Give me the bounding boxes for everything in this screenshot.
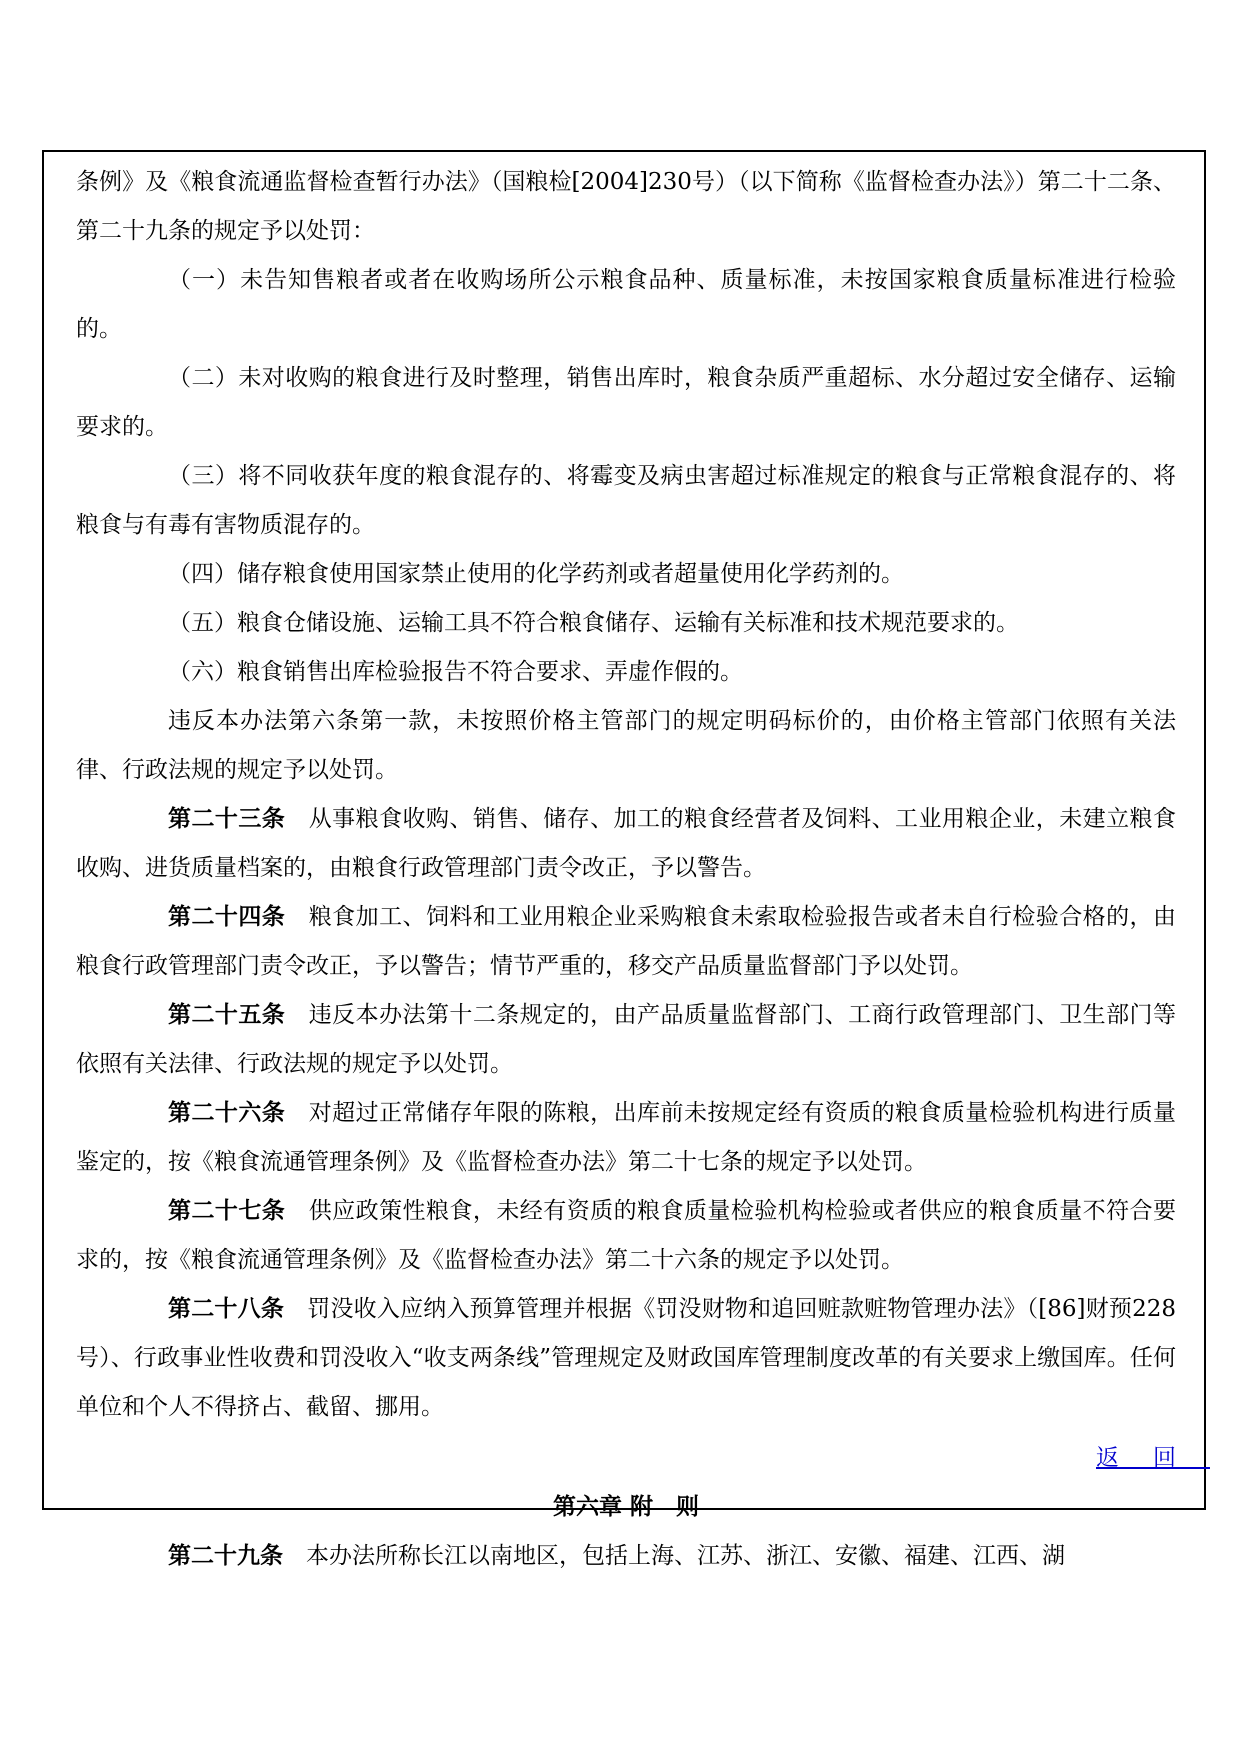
article-23: [76, 795, 1176, 893]
paragraph-price: 违反本办法第六条第一款，未按照价格主管部门的规定明码标价的，由价格主管部门依照有关法律、行政法规的规定予以处罚。: [76, 708, 1176, 783]
clause-1: （一）未告知售粮者或者在收购场所公示粮食品种、质量标准，未按国家粮食质量标准进行检验的。: [76, 267, 1176, 342]
clause-6: （六）粮食销售出库检验报告不符合要求、弄虚作假的。: [168, 659, 743, 685]
article-text: 罚没收入应纳入预算管理并根据《罚没财物和追回赃款赃物管理办法》（[86]财预228号）、行政事业性收费和罚没收入“收支两条线”管理规定及财政国库管理制度改革的有关要求上缴国库。任何单位和个人不得挤占、截留、挪用。: [76, 1296, 1177, 1420]
article-text: 从事粮食收购、销售、储存、加工的粮食经营者及饲料、工业用粮企业，未建立粮食收购、进货质量档案的，由粮食行政管理部门责令改正，予以警告。: [76, 806, 1177, 881]
document-body: [76, 158, 1210, 1581]
article-27: [76, 1187, 1176, 1285]
clause-3: （三）将不同收获年度的粮食混存的、将霉变及病虫害超过标准规定的粮食与正常粮食混存的、将粮食与有毒有害物质混存的。: [76, 463, 1176, 538]
article-number: 第二十五条: [168, 1002, 286, 1028]
article-24: [76, 893, 1176, 991]
clause-5: （五）粮食仓储设施、运输工具不符合粮食储存、运输有关标准和技术规范要求的。: [168, 610, 1019, 636]
article-text: 违反本办法第十二条规定的，由产品质量监督部门、工商行政管理部门、卫生部门等依照有关法律、行政法规的规定予以处罚。: [76, 1002, 1177, 1077]
article-number: 第二十四条: [168, 904, 286, 930]
chapter-title: 第六章 附 则: [552, 1494, 699, 1520]
document-frame: [42, 150, 1210, 1569]
article-26: [76, 1089, 1176, 1187]
article-number: 第二十六条: [168, 1100, 286, 1126]
article-text: 对超过正常储存年限的陈粮，出库前未按规定经有资质的粮食质量检验机构进行质量鉴定的，按《粮食流通管理条例》及《监督检查办法》第二十七条的规定予以处罚。: [76, 1100, 1177, 1175]
article-25: [76, 991, 1176, 1089]
article-number: 第二十八条: [168, 1296, 285, 1322]
article-number: 第二十三条: [168, 806, 286, 832]
article-28: [76, 1285, 1176, 1432]
article-number: 第二十七条: [168, 1198, 286, 1224]
back-row: [76, 1432, 1210, 1483]
clause-2: （二）未对收购的粮食进行及时整理，销售出库时，粮食杂质严重超标、水分超过安全储存、运输要求的。: [76, 365, 1176, 440]
article-number: 第二十九条: [168, 1543, 283, 1569]
article-29: [76, 1532, 1176, 1581]
article-text: 粮食加工、饲料和工业用粮企业采购粮食未索取检验报告或者未自行检验合格的，由粮食行政管理部门责令改正，予以警告；情节严重的，移交产品质量监督部门予以处罚。: [76, 904, 1177, 979]
clause-4: （四）储存粮食使用国家禁止使用的化学药剂或者超量使用化学药剂的。: [168, 561, 904, 587]
article-text: 本办法所称长江以南地区，包括上海、江苏、浙江、安徽、福建、江西、湖: [306, 1543, 1065, 1569]
back-link[interactable]: 返回: [1096, 1445, 1210, 1471]
paragraph-continuation: 条例》及《粮食流通监督检查暂行办法》（国粮检[2004]230号）（以下简称《监督检查办法》）第二十二条、第二十九条的规定予以处罚：: [76, 169, 1176, 244]
article-text: 供应政策性粮食，未经有资质的粮食质量检验机构检验或者供应的粮食质量不符合要求的，按《粮食流通管理条例》及《监督检查办法》第二十六条的规定予以处罚。: [76, 1198, 1177, 1273]
